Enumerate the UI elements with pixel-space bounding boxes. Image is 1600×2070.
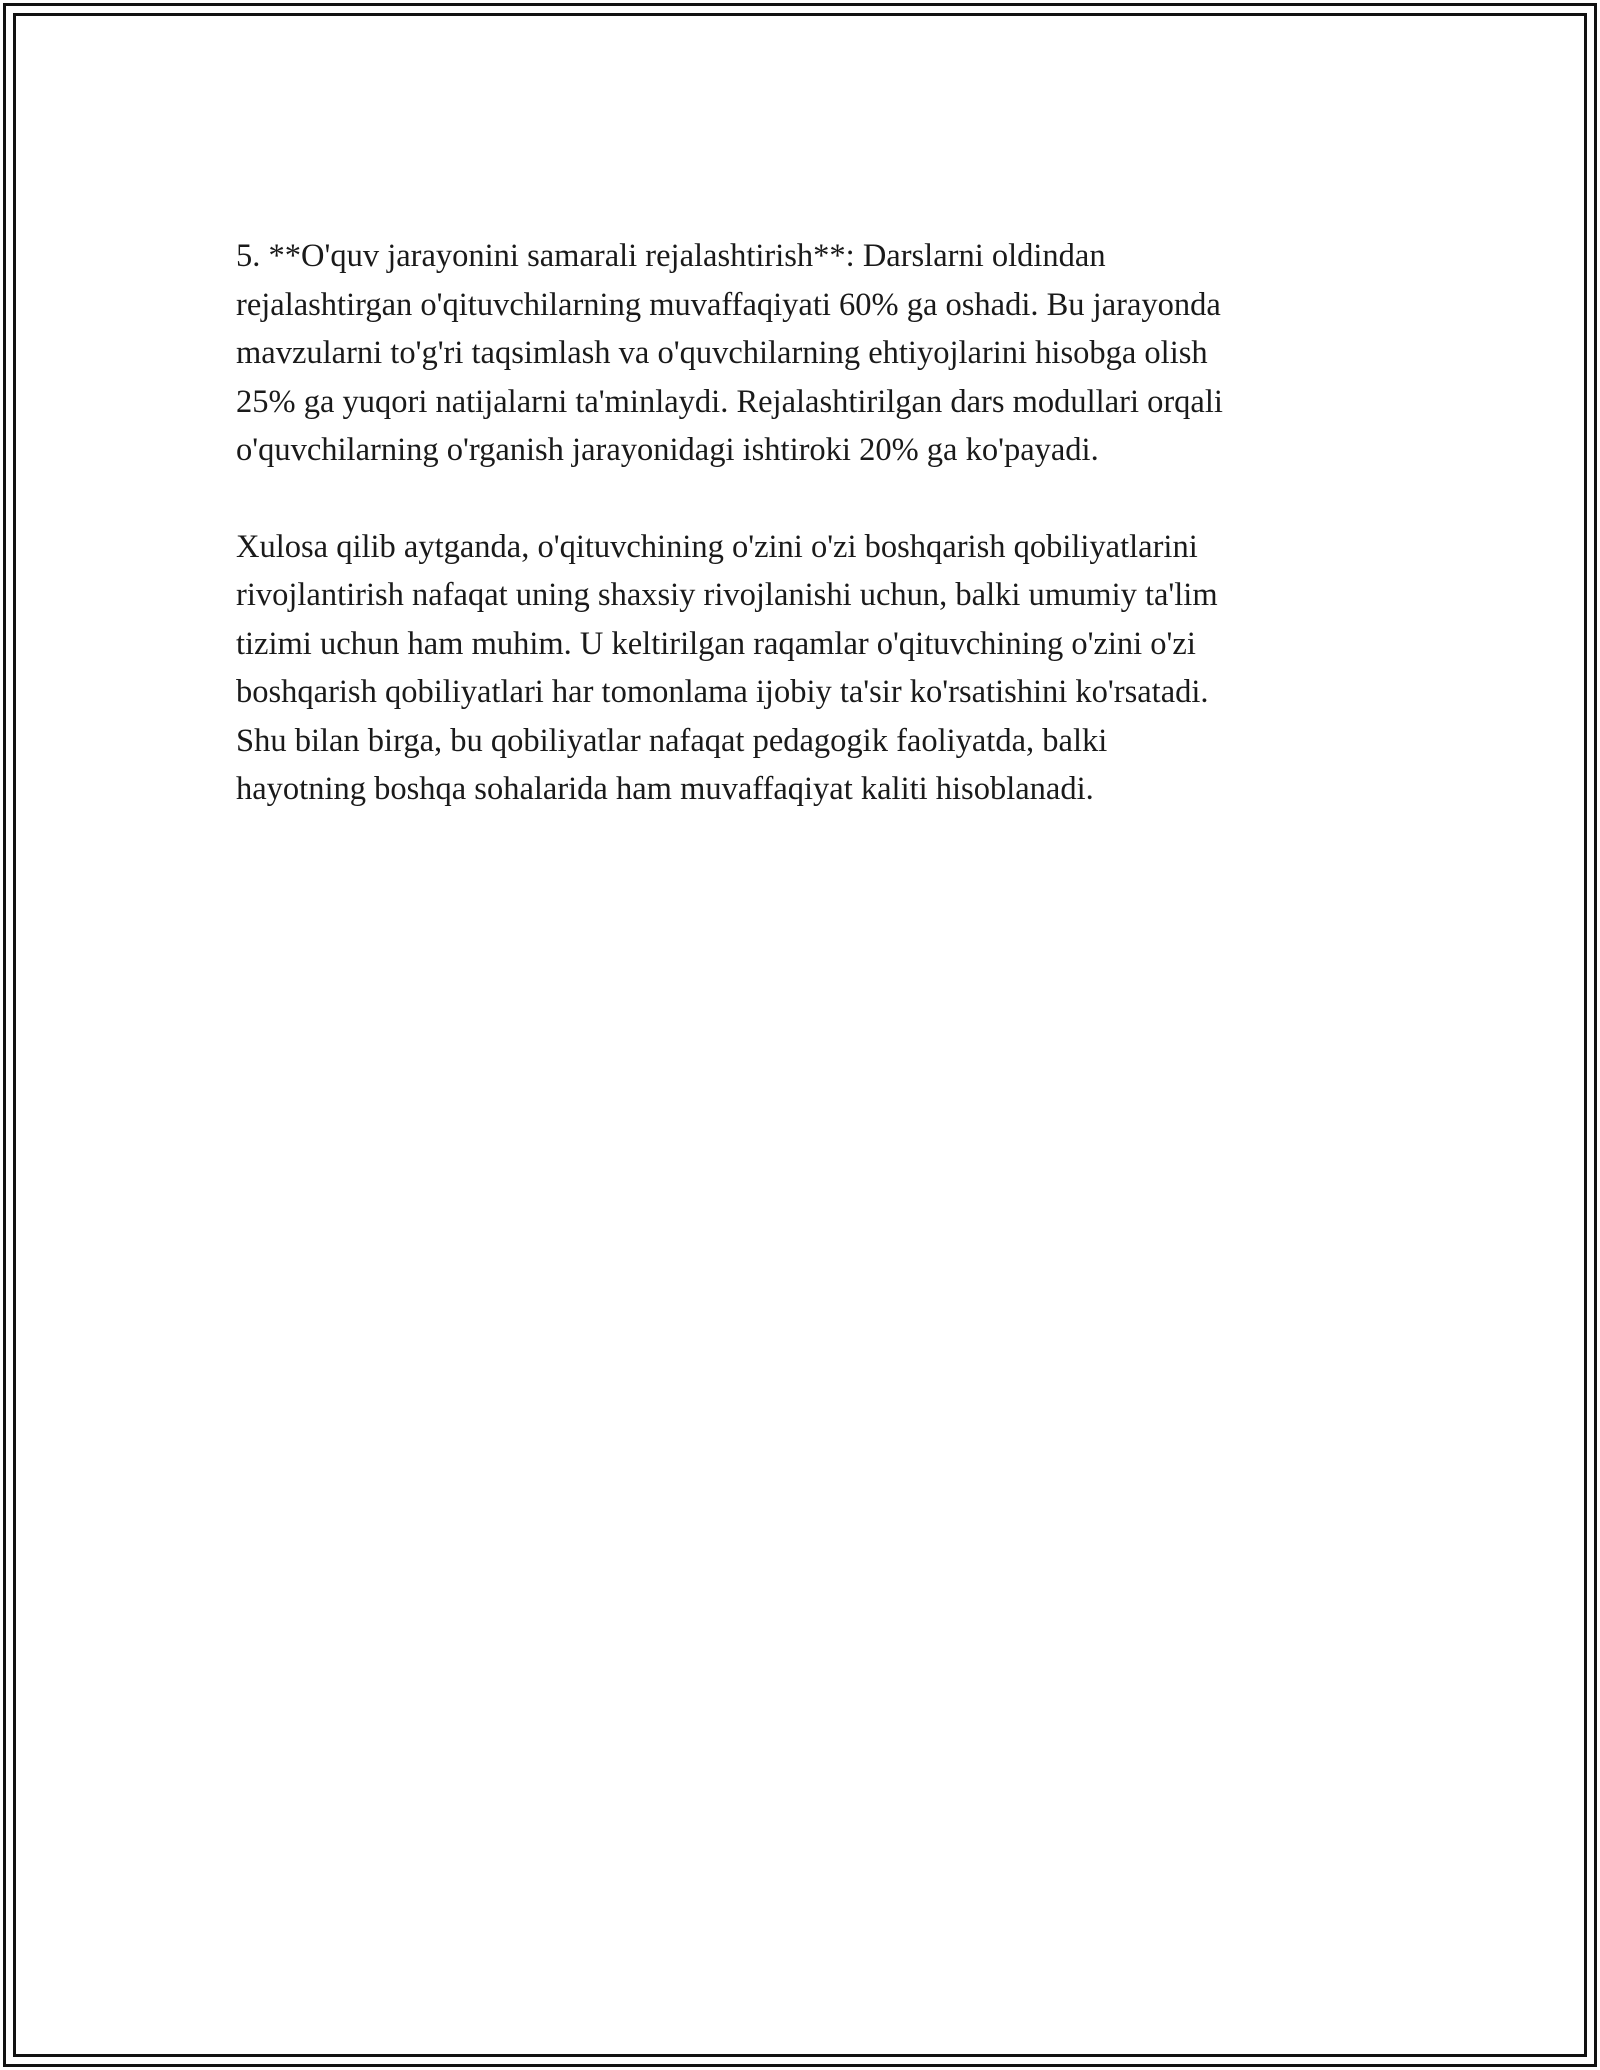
paragraph-planning (236, 232, 1366, 475)
text-line: 5. **O'quv jarayonini samarali rejalashtirish**: Darslarni oldindan (236, 238, 1106, 274)
paragraph-conclusion (236, 523, 1366, 814)
text-line: boshqarish qobiliyatlari har tomonlama ijobiy ta'sir ko'rsatishini ko'rsatadi. (236, 674, 1209, 710)
text-line: Shu bilan birga, bu qobiliyatlar nafaqat pedagogik faoliyatda, balki (236, 722, 1108, 759)
text-line: rivojlantirish nafaqat uning shaxsiy rivojlanishi uchun, balki umumiy ta'lim (236, 577, 1218, 613)
document-body (236, 232, 1366, 862)
text-line: tizimi uchun ham muhim. U keltirilgan raqamlar o'qituvchining o'zini o'zi (236, 625, 1196, 662)
text-line: 25% ga yuqori natijalarni ta'minlaydi. Rejalashtirilgan dars modullari orqali (236, 383, 1223, 420)
text-line: Xulosa qilib aytganda, o'qituvchining o'zini o'zi boshqarish qobiliyatlarini (236, 528, 1198, 565)
text-line: mavzularni to'g'ri taqsimlash va o'quvchilarning ehtiyojlarini hisobga olish (236, 335, 1208, 371)
text-line: rejalashtirgan o'qituvchilarning muvaffaqiyati 60% ga oshadi. Bu jarayonda (236, 286, 1221, 323)
text-line: o'quvchilarning o'rganish jarayonidagi ishtiroki 20% ga ko'payadi. (236, 432, 1099, 468)
text-line: hayotning boshqa sohalarida ham muvaffaqiyat kaliti hisoblanadi. (236, 771, 1094, 807)
